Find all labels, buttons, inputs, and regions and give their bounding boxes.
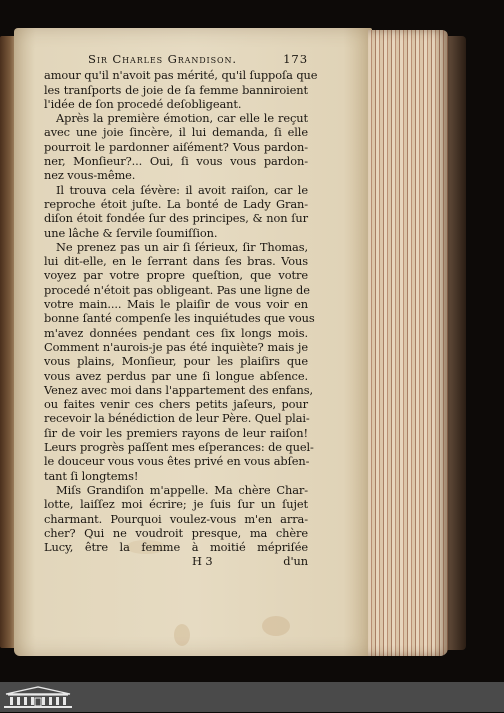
text-line: ſir de voir les premiers rayons de leur raiſon! <box>44 425 308 440</box>
text-line: bonne ſanté compenſe les inquiétudes que vous <box>44 311 315 326</box>
text-line: reproche étoit juſte. La bonté de Lady Gran- <box>44 196 308 211</box>
page-text <box>44 52 318 569</box>
text-line: diſon étoit fondée ſur des principes, & non ſur <box>44 211 308 226</box>
text-line: une lâche & ſervile ſoumiſſion. <box>44 225 218 240</box>
text-line: lui dit-elle, en le ſerrant dans ſes bras. Vous <box>44 254 308 269</box>
text-line: nez vous-même. <box>44 168 136 183</box>
running-head <box>88 52 308 66</box>
paper-stain <box>262 616 290 636</box>
text-line: Il trouva cela ſévère: il avoit raiſon, car le <box>56 182 308 197</box>
text-line: Comment n'aurois-je pas été inquiète? mais je <box>44 339 308 354</box>
text-line: lotte, laiſſez moi écrire; je ſuis ſur un ſujet <box>44 497 308 512</box>
text-line: votre main.... Mais le plaiſir de vous voir en <box>44 297 308 312</box>
text-line: Leurs progrès paſſent mes eſperances: de quel- <box>44 440 314 455</box>
paper-stain <box>174 624 190 646</box>
text-line: Lucy, être la femme à moitié mépriſée <box>44 540 308 555</box>
text-line: Venez avec moi dans l'appartement des enfans, <box>44 382 314 397</box>
text-line: vous avez perdus par une ſi longue abſence. <box>44 368 308 383</box>
text-line: Après la première émotion, car elle le reçut <box>56 111 308 126</box>
catchword: d'un <box>283 554 308 569</box>
text-line: procedé n'étoit pas obligeant. Pas une ligne de <box>44 282 310 297</box>
text-line: tant ſi longtems! <box>44 468 139 483</box>
text-line: avec une joie ſincère, il lui demanda, ſi elle <box>44 125 308 140</box>
text-line: Ne prenez pas un air ſi ſérieux, ſir Thomas, <box>56 239 308 254</box>
text-line: cher? Qui ne voudroit presque, ma chère <box>44 525 308 540</box>
text-line: vous plains, Monſieur, pour les plaiſirs que <box>44 354 308 369</box>
text-line: m'avez données pendant ces ſix longs mois. <box>44 325 308 340</box>
signature-mark: H 3 <box>192 554 213 569</box>
page-edges <box>368 30 448 656</box>
text-line: voyez par votre propre queſtion, que votre <box>44 268 308 283</box>
text-line: le douceur vous vous êtes privé en vous abſen- <box>44 454 310 469</box>
text-lines <box>44 68 318 555</box>
text-line: pourroit le pardonner aiſément? Vous pardon- <box>44 139 308 154</box>
text-line: charmant. Pourquoi voulez-vous m'en arra- <box>44 511 308 526</box>
text-line: l'idée de ſon procedé deſobligeant. <box>44 96 242 111</box>
text-line: amour qu'il n'avoit pas mérité, qu'il ſuppoſa que <box>44 68 318 83</box>
text-line: Miſs Grandiſon m'appelle. Ma chère Char- <box>56 482 308 497</box>
text-line: recevoir la bénédiction de leur Père. Quel plai- <box>44 411 310 426</box>
signature-row <box>44 554 308 568</box>
text-line: les tranſports de joie de ſa femme banniroient <box>44 82 308 97</box>
page-number: 173 <box>283 52 308 66</box>
viewer-footer <box>0 682 504 712</box>
text-line: ner, Monſieur?... Oui, ſi vous vous pardon- <box>44 154 308 169</box>
text-line: ou faites venir ces chers petits jaſeurs, pour <box>44 397 308 412</box>
library-building-icon[interactable] <box>4 685 72 709</box>
running-title: Sir Charles Grandison. <box>88 52 237 66</box>
